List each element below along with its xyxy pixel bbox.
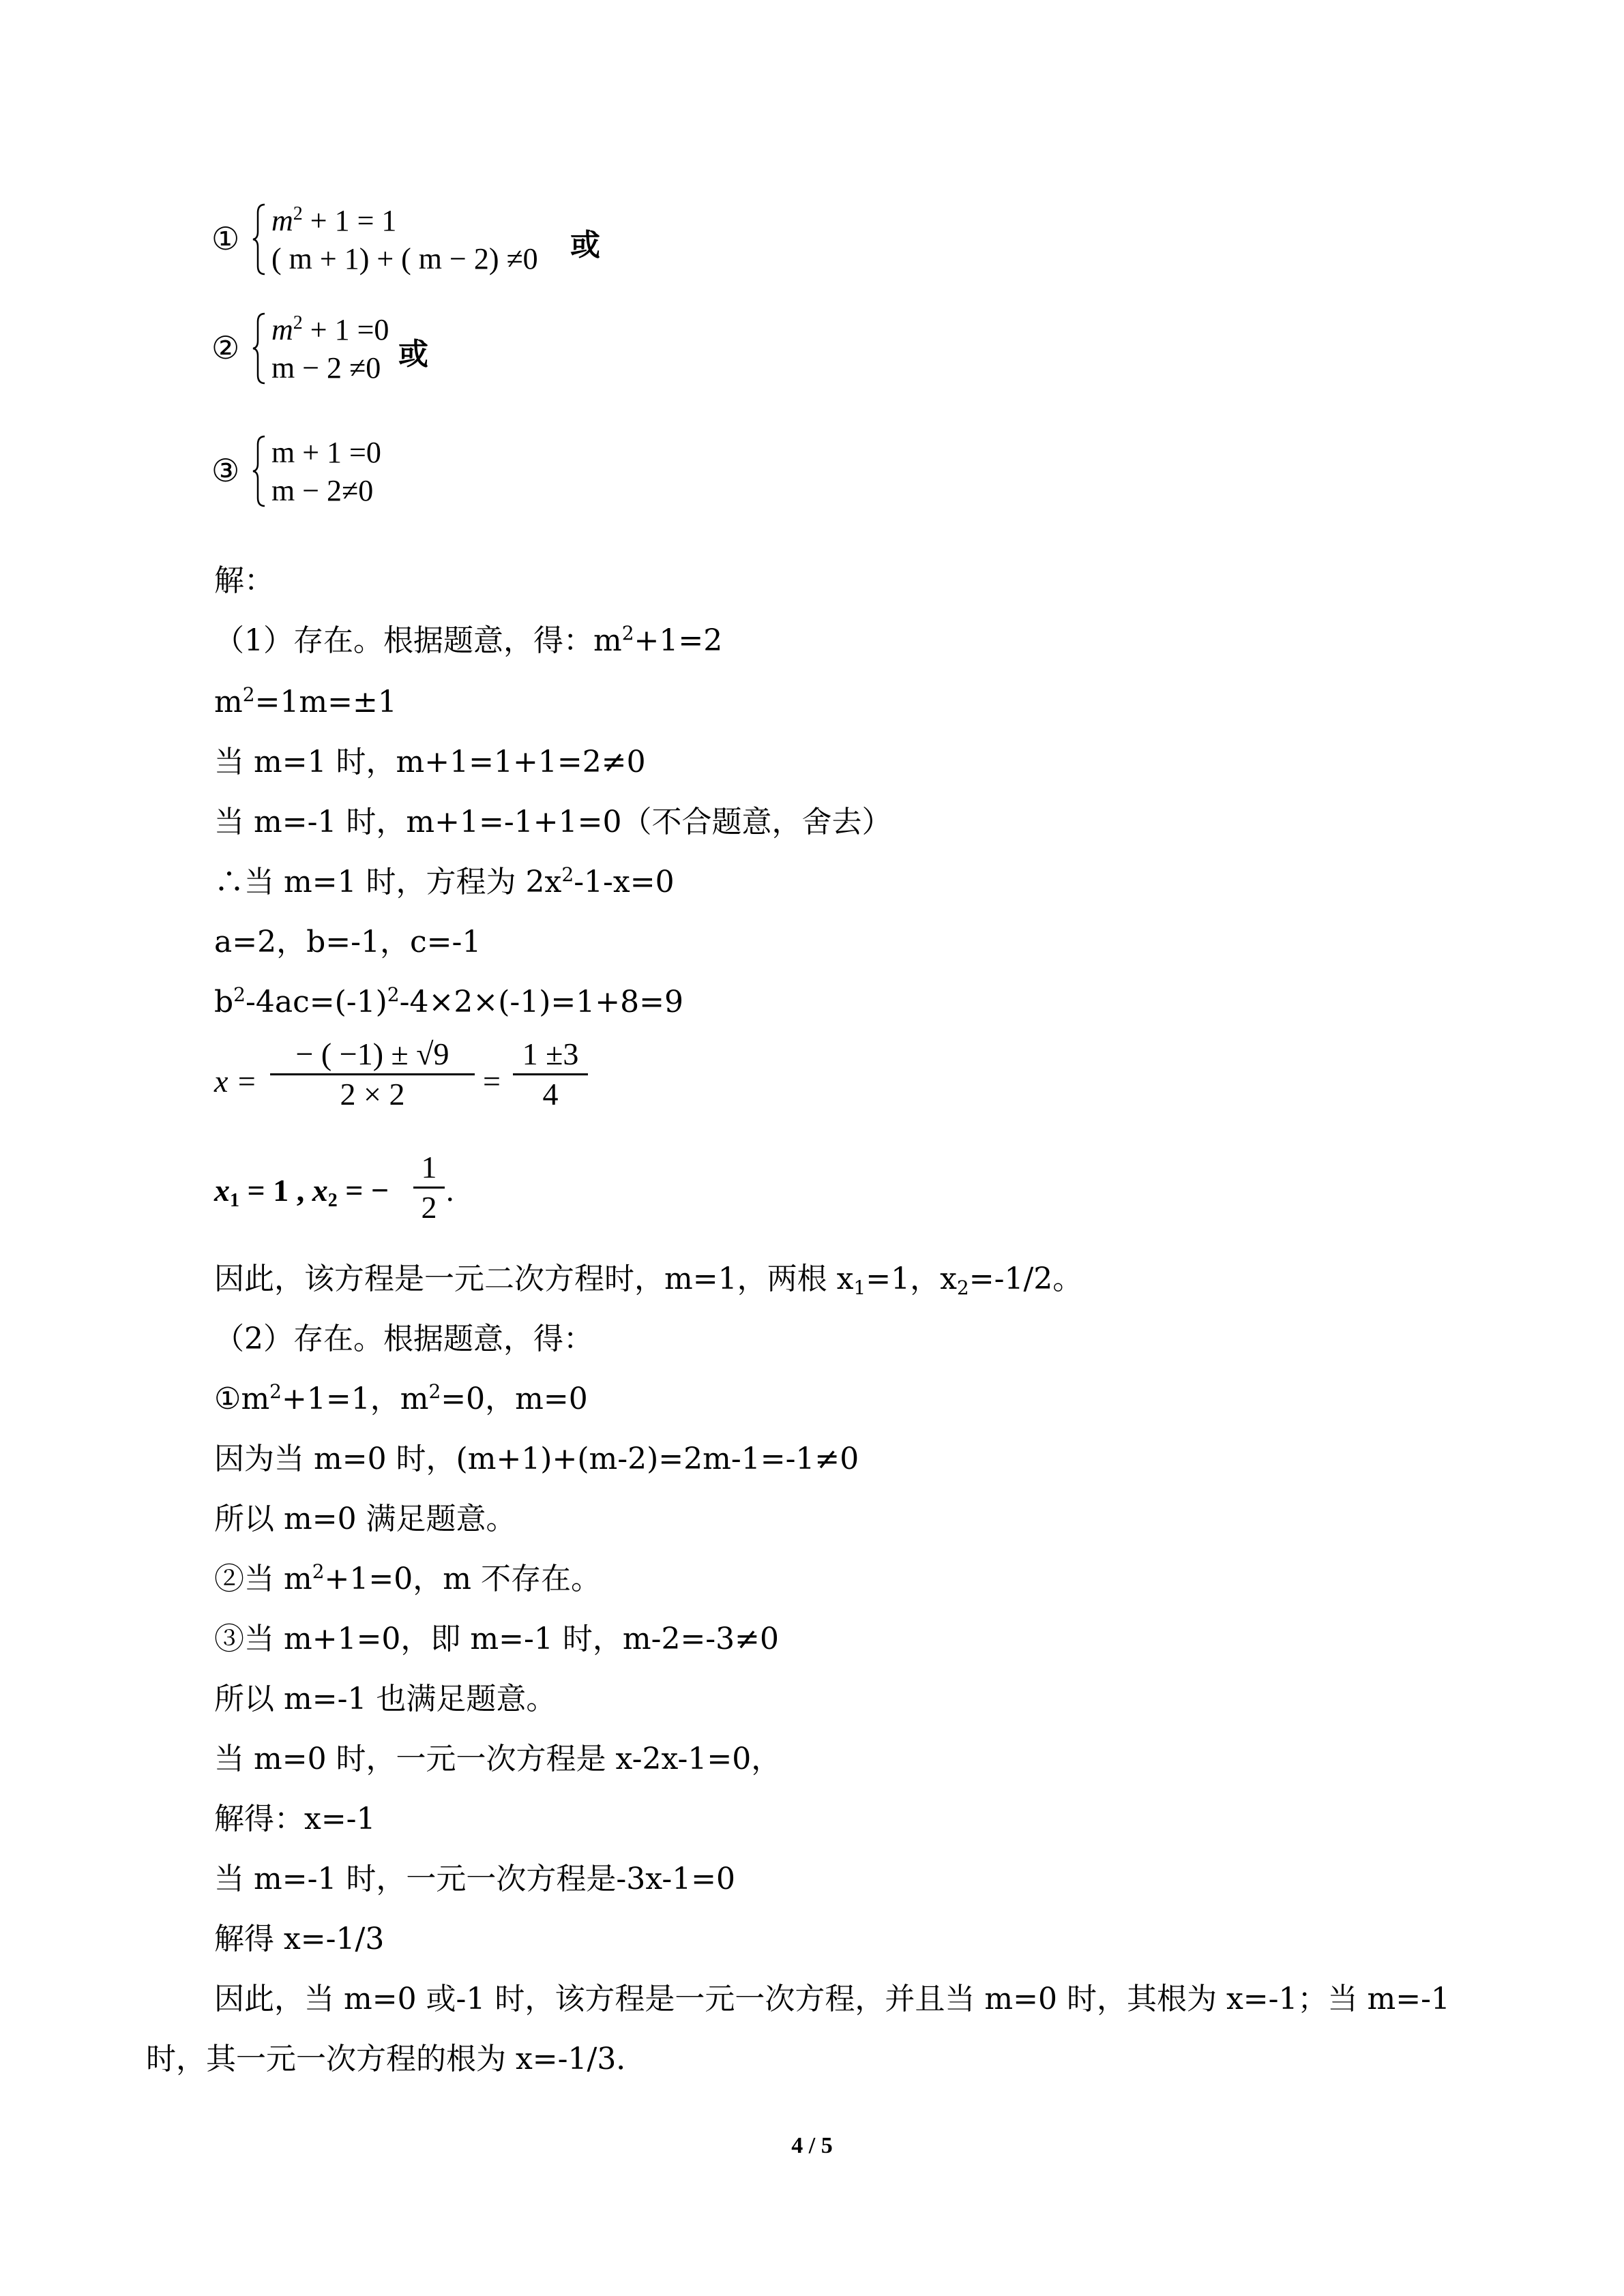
part1-case1: 当 m=1 时，m+1=1+1=2≠0 (214, 745, 646, 779)
part1-conclusion: 因此，该方程是一元二次方程时，m=1，两根 $x_1=1$，$x_2=-1/2$。 (214, 1262, 1083, 1299)
quadratic-formula (214, 1035, 623, 1124)
formula-fraction-2: 1 ±3 4 (513, 1035, 588, 1114)
solution-heading: 解： (214, 563, 274, 598)
circle-marker-1: ① (211, 220, 240, 257)
left-brace-icon (251, 311, 267, 386)
circle-marker-3: ③ (211, 452, 240, 489)
roots: $x_1 = 1$ , $x_2$ = − 1 2 . (214, 1146, 555, 1234)
page-number: 4 / 5 (791, 2133, 833, 2158)
part2-case1: $①m^2+1=1$，$m^2=0$，m=0 (214, 1380, 588, 1416)
root-fraction: 1 2 (413, 1148, 445, 1227)
part1-coefficients: a=2，b=-1，c=-1 (214, 925, 482, 959)
system-3-equation-1: m + 1 =0 (271, 436, 381, 469)
system-2-equation-2: m − 2 ≠0 (271, 351, 381, 385)
part2-case3-ok: 所以 m=-1 也满足题意。 (214, 1682, 557, 1716)
part1-discriminant: $b^2-4ac=(-1)^2-4\times 2\times(-1)=1+8=9$ (214, 983, 683, 1019)
system-2 (211, 311, 484, 386)
part2-case1-check: 因为当 m=0 时，(m+1)+(m-2)=2m-1=-1≠0 (214, 1442, 859, 1476)
formula-equals: = (483, 1064, 501, 1099)
system-1-equation-2: ( m + 1) + ( m − 2) ≠0 (271, 242, 538, 275)
part2-equation-m0: 当 m=0 时，一元一次方程是 x-2x-1=0， (214, 1742, 782, 1776)
part1-step1: $m^2=1m=\pm 1$ (214, 683, 397, 719)
part2-conclusion-line2: 时，其一元一次方程的根为 x=-1/3． (146, 2042, 647, 2076)
part2-solution-m1: 解得 x=-1/3 (214, 1922, 385, 1956)
system-2-equation-1: $m^2 + 1 =0$ (271, 312, 389, 346)
part2-case1-ok: 所以 m=0 满足题意。 (214, 1502, 516, 1536)
part2-intro: （2）存在。根据题意，得： (214, 1322, 593, 1356)
system-1-equation-1: $m^2 + 1 = 1$ (271, 203, 397, 237)
part2-case3: ③当 m+1=0，即 m=-1 时，m-2=-3≠0 (214, 1622, 780, 1656)
system-3 (211, 434, 416, 509)
part2-case2: ②当 $m^2+1=0$，m 不存在。 (214, 1560, 601, 1596)
system-3-equation-2: m − 2≠0 (271, 474, 374, 507)
connector-or: 或 (398, 337, 428, 372)
part1-therefore: ∴当 m=1 时，方程为 $2x^2-1-x=0$ (214, 863, 675, 899)
part2-equation-m1: 当 m=-1 时，一元一次方程是-3x-1=0 (214, 1862, 736, 1896)
circle-marker-2: ② (211, 329, 240, 366)
left-brace-icon (251, 202, 267, 277)
formula-fraction-1: − ( −1) ± √9 2 × 2 (270, 1035, 475, 1114)
part2-solution-m0: 解得：x=-1 (214, 1802, 376, 1836)
part1-intro: （1）存在。根据题意，得：$m^2+1=2$ (214, 622, 723, 658)
system-1 (211, 202, 621, 277)
connector-or: 或 (570, 228, 600, 263)
left-brace-icon (251, 434, 267, 509)
formula-lhs: x = (214, 1064, 257, 1099)
part1-case2: 当 m=-1 时，m+1=-1+1=0（不合题意，舍去） (214, 805, 892, 839)
part2-conclusion-line1: 因此，当 m=0 或-1 时，该方程是一元一次方程，并且当 m=0 时，其根为 x=-1；当 m=-1 (214, 1982, 1450, 2016)
